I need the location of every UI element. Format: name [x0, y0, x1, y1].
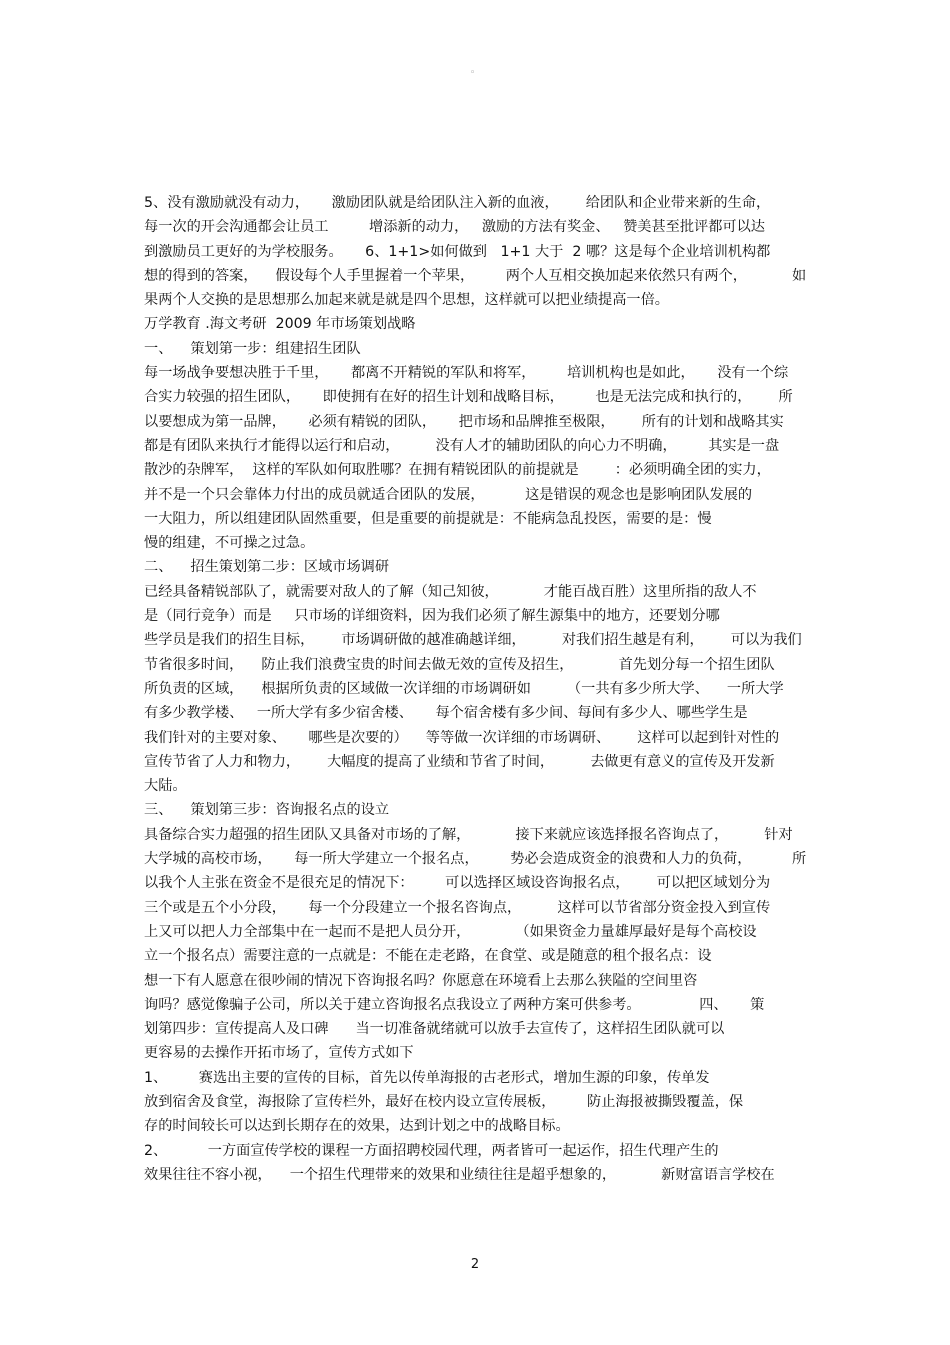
text-line: 想一下有人愿意在很吵闹的情况下咨询报名吗？你愿意在环境看上去那么狭隘的空间里咨	[144, 972, 698, 989]
text-line: 节省很多时间， 防止我们浪费宝贵的时间去做无效的宣传及招生， 首先划分每一个招生团队	[144, 656, 775, 673]
text-line: 更容易的去操作开拓市场了，宣传方式如下	[144, 1045, 414, 1062]
text-line: 二、 招生策划第二步：区域市场调研	[144, 559, 390, 576]
text-line: 些学员是我们的招生目标， 市场调研做的越准确越详细， 对我们招生越是有利， 可以为我们	[144, 632, 802, 649]
text-line: 一大阻力，所以组建团队固然重要，但是重要的前提就是：不能病急乱投医，需要的是：慢	[144, 510, 712, 527]
text-line: 以要想成为第一品牌， 必须有精锐的团队， 把市场和品牌推至极限， 所有的计划和战略其实	[144, 413, 784, 430]
text-line: 到激励员工更好的为学校服务。 6、1+1>如何做到 1+1 大于 2 哪？这是每个企业培训机构都	[144, 243, 771, 260]
text-line: 每一场战争要想决胜于千里， 都离不开精锐的军队和将军， 培训机构也是如此， 没有一个综	[144, 365, 789, 382]
text-line: 已经具备精锐部队了，就需要对敌人的了解（知己知彼， 才能百战百胜）这里所指的敌人不	[144, 583, 757, 600]
text-line: 立一个报名点）需要注意的一点就是：不能在走老路，在食堂、或是随意的租个报名点：设	[144, 948, 712, 965]
text-line: 1、 赛选出主要的宣传的目标，首先以传单海报的古老形式，增加生源的印象，传单发	[144, 1069, 710, 1086]
text-line: 是（同行竞争）而是 只市场的详细资料，因为我们必须了解生源集中的地方，还要划分哪	[144, 608, 720, 625]
text-line: 存的时间较长可以达到长期存在的效果，达到计划之中的战略目标。	[144, 1118, 570, 1135]
text-line: 想的得到的答案， 假设每个人手里握着一个苹果， 两个人互相交换加起来依然只有两个， 如	[144, 267, 807, 284]
header-mark: ◦	[470, 68, 476, 78]
text-line: 一、 策划第一步：组建招生团队	[144, 340, 361, 357]
text-line: 合实力较强的招生团队， 即使拥有在好的招生计划和战略目标， 也是无法完成和执行的， 所	[144, 389, 793, 406]
text-line: 慢的组建，不可操之过急。	[144, 535, 315, 552]
text-line: 放到宿舍及食堂，海报除了宣传栏外，最好在校内设立宣传展板， 防止海报被撕毁覆盖，保	[144, 1093, 744, 1110]
text-line: 以我个人主张在资金不是很充足的情况下： 可以选择区域设咨询报名点， 可以把区域划分为	[144, 875, 771, 892]
text-line: 三个或是五个小分段， 每一个分段建立一个报名咨询点， 这样可以节省部分资金投入到宣传	[144, 899, 771, 916]
document-body	[144, 191, 812, 1187]
text-line: 都是有团队来执行才能得以运行和启动， 没有人才的辅助团队的向心力不明确， 其实是一盘	[144, 437, 780, 454]
text-line: 大学城的高校市场， 每一所大学建立一个报名点， 势必会造成资金的浪费和人力的负荷， 所	[144, 851, 807, 868]
text-line: 2、 一方面宣传学校的课程一方面招聘校园代理，两者皆可一起运作，招生代理产生的	[144, 1142, 719, 1159]
text-line: 每一次的开会沟通都会让员工 增添新的动力， 激励的方法有奖金、 赞美甚至批评都可以达	[144, 219, 765, 236]
text-line: 果两个人交换的是思想那么加起来就是就是四个思想，这样就可以把业绩提高一倍。	[144, 292, 669, 309]
text-line: 三、 策划第三步：咨询报名点的设立	[144, 802, 390, 819]
text-line: 并不是一个只会靠体力付出的成员就适合团队的发展， 这是错误的观念也是影响团队发展的	[144, 486, 753, 503]
text-line: 5、没有激励就没有动力， 激励团队就是给团队注入新的血液， 给团队和企业带来新的生命，	[144, 195, 771, 211]
text-line: 所负责的区域， 根据所负责的区域做一次详细的市场调研如 （一共有多少所大学、 一所大学	[144, 680, 784, 697]
text-line: 划第四步：宣传提高人及口碑 当一切准备就绪就可以放手去宣传了，这样招生团队就可以	[144, 1021, 725, 1038]
text-line: 有多少教学楼、 一所大学有多少宿舍楼、 每个宿舍楼有多少间、每间有多少人、哪些学生是	[144, 705, 748, 722]
text-line: 万学教育 .海文考研 2009 年市场策划战略	[144, 316, 416, 333]
text-line: 具备综合实力超强的招生团队又具备对市场的了解， 接下来就应该选择报名咨询点了， 针对	[144, 826, 793, 843]
text-line: 宣传节省了人力和物力， 大幅度的提高了业绩和节省了时间， 去做更有意义的宣传及开发新	[144, 753, 775, 770]
text-line: 效果往往不容小视， 一个招生代理带来的效果和业绩往往是超乎想象的， 新财富语言学校在	[144, 1166, 775, 1183]
text-line: 询吗？感觉像骗子公司，所以关于建立咨询报名点我设立了两种方案可供参考。 四、 策	[144, 996, 765, 1013]
text-line: 我们针对的主要对象、 哪些是次要的） 等等做一次详细的市场调研、 这样可以起到针对性的	[144, 729, 780, 746]
text-line: 上又可以把人力全部集中在一起而不是把人员分开， （如果资金力量雄厚最好是每个高校设	[144, 923, 757, 940]
text-line: 散沙的杂牌军， 这样的军队如何取胜哪？在拥有精锐团队的前提就是 ：必须明确全团的实力，	[144, 462, 771, 479]
text-line: 大陆。	[144, 778, 187, 795]
page-number: 2	[470, 1257, 480, 1272]
